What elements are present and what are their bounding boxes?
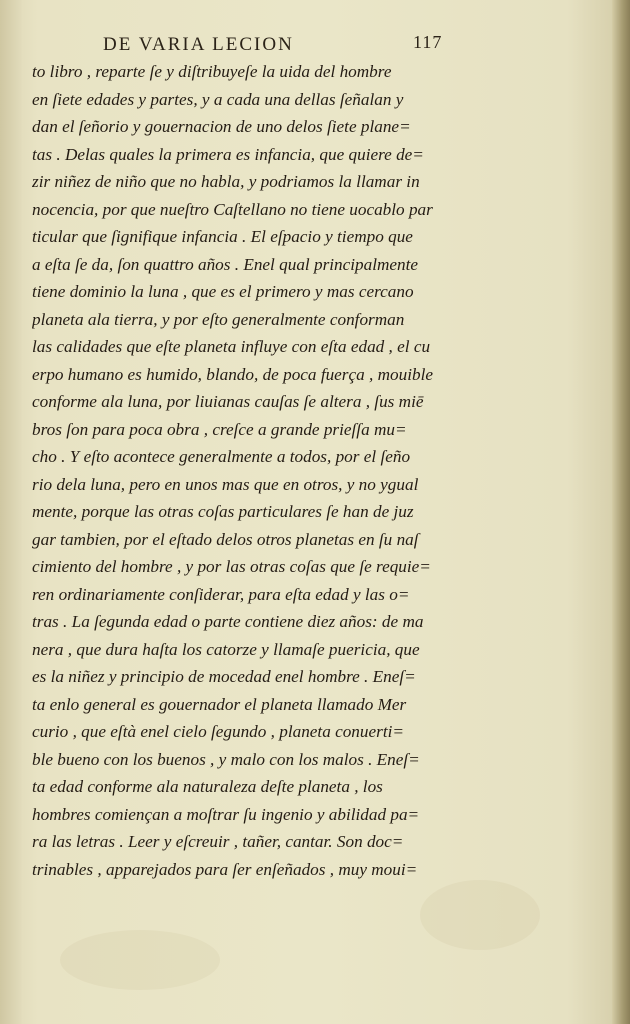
page-gutter [0,0,22,1024]
text-line: las calidades que eſte planeta influye con eſta edad , el cu [32,337,431,356]
text-line: nocencia, por que nueſtro Caſtellano no tiene uocablo par [32,199,433,219]
text-line: rio dela luna, pero en unos mas que en otros, y no ygual [32,474,419,494]
text-line: ren ordinariamente conſiderar, para eſta edad y las o= [32,584,410,604]
text-line: erpo humano es humido, blando, de poca fuerça , mouible [32,364,433,384]
text-line: ta enlo general es gouernador el planeta llamado Mer [32,694,407,714]
text-line: curio , que eſtà enel cielo ſegundo , planeta conuerti= [32,722,404,741]
text-line: tras . La ſegunda edad o parte contiene diez años: de ma [32,612,424,631]
text-line: ra las letras . Leer y eſcreuir , tañer, cantar. Son doc= [32,832,404,851]
text-line: bros ſon para poca obra , creſce a grande prieſſa mu= [32,419,407,439]
text-line: ta edad conforme ala naturaleza deſte planeta , los [32,777,383,796]
page-number: 117 [413,32,443,52]
text-line: cho . Y eſto acontece generalmente a todos, por el ſeño [32,447,411,466]
text-block [32,58,510,883]
text-line: ble bueno con los buenos , y malo con los malos . Eneſ= [32,749,420,769]
text-line: conforme ala luna, por liuianas cauſas ſe altera , ſus miē [32,392,424,411]
running-head [103,34,463,56]
text-line: a eſta ſe da, ſon quattro años . Enel qual principalmente [32,254,419,274]
text-line: dan el ſeñorio y gouernacion de uno delos ſiete plane= [32,117,411,136]
text-line: tas . Delas quales la primera es infancia, que quiere de= [32,144,424,164]
running-head-title: DE VARIA LECION [103,34,294,55]
text-line: to libro , reparte ſe y diſtribuyeſe la uida del hombre [32,62,392,81]
text-line: gar tambien, por el eſtado delos otros planetas en ſu naſ [32,529,419,549]
text-line: planeta ala tierra, y por eſto generalmente conforman [32,309,405,329]
text-line: ticular que ſignifique infancia . El eſpacio y tiempo que [32,227,413,246]
text-line: tiene dominio la luna , que es el primero y mas cercano [32,282,414,301]
text-line: es la niñez y principio de mocedad enel hombre . Eneſ= [32,667,416,686]
text-line: en ſiete edades y partes, y a cada una dellas ſeñalan y [32,89,404,109]
text-line: trinables , apparejados para ſer enſeñados , muy moui= [32,859,418,879]
page-fore-edge [612,0,630,1024]
text-line: zir niñez de niño que no habla, y podriamos la llamar in [32,172,420,191]
paper-stain [60,930,220,990]
text-line: nera , que dura haſta los catorze y llamaſe puericia, que [32,639,420,659]
text-line: cimiento del hombre , y por las otras coſas que ſe requie= [32,557,431,576]
paper-stain [420,880,540,950]
text-line: hombres comiençan a moſtrar ſu ingenio y abilidad pa= [32,804,420,824]
text-line: mente, porque las otras coſas particulares ſe han de juz [32,502,414,521]
